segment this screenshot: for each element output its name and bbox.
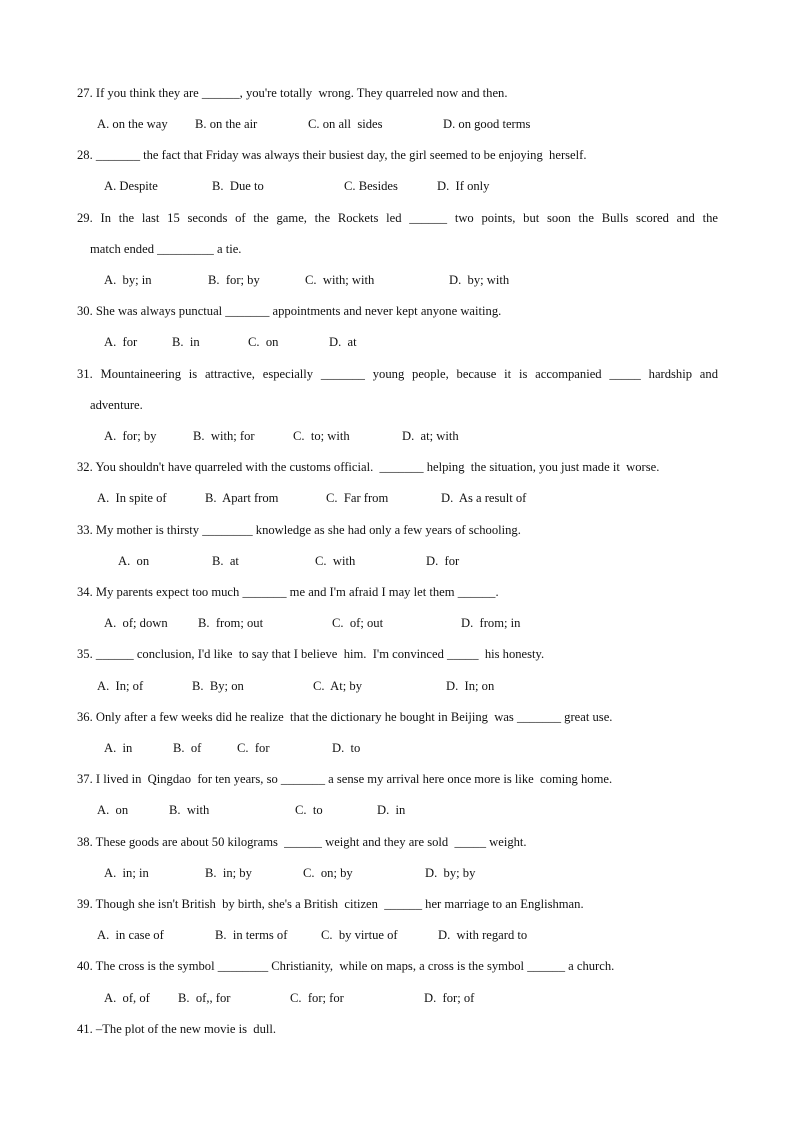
question-34: 34. My parents expect too much _______ me and I'm afraid I may let them ______.	[77, 585, 499, 599]
option-d: D. in	[377, 803, 406, 817]
option-c: C. of; out	[332, 616, 384, 630]
option-c: C. on	[248, 335, 279, 349]
question-37: 37. I lived in Qingdao for ten years, so _______ a sense my arrival here once more is like coming home.	[77, 772, 613, 786]
option-b: B. of	[173, 741, 202, 755]
option-c: C. At; by	[313, 679, 362, 693]
option-d: D. If only	[437, 179, 490, 193]
option-b: B. of,, for	[178, 991, 231, 1005]
option-a: A. In spite of	[97, 491, 167, 505]
option-d: D. on good terms	[443, 117, 531, 131]
question-36: 36. Only after a few weeks did he realize that the dictionary he bought in Beijing was _______ great use.	[77, 710, 613, 724]
question-41: 41. –The plot of the new movie is dull.	[77, 1022, 277, 1036]
option-d: D. with regard to	[438, 928, 528, 942]
option-d: D. by; by	[425, 866, 476, 880]
question-39: 39. Though she isn't British by birth, she's a British citizen ______ her marriage to an Englishman.	[77, 897, 584, 911]
option-b: B. in; by	[205, 866, 252, 880]
question-38: 38. These goods are about 50 kilograms ______ weight and they are sold _____ weight.	[77, 835, 527, 849]
question-29-continued: match ended _________ a tie.	[90, 242, 242, 256]
option-a: A. of, of	[104, 991, 150, 1005]
option-b: B. with; for	[193, 429, 255, 443]
option-b: B. from; out	[198, 616, 264, 630]
option-a: A. of; down	[104, 616, 168, 630]
option-d: D. at; with	[402, 429, 459, 443]
option-c: C. with	[315, 554, 356, 568]
question-28: 28. _______ the fact that Friday was always their busiest day, the girl seemed to be enjoying herself.	[77, 148, 587, 162]
option-b: B. at	[212, 554, 239, 568]
option-d: D. for; of	[424, 991, 475, 1005]
question-35: 35. ______ conclusion, I'd like to say that I believe him. I'm convinced _____ his honesty.	[77, 647, 545, 661]
option-c: C. to; with	[293, 429, 350, 443]
question-31-continued: adventure.	[90, 398, 143, 412]
option-a: A. for; by	[104, 429, 157, 443]
option-c: C. Besides	[344, 179, 398, 193]
option-d: D. at	[329, 335, 357, 349]
option-b: B. in	[172, 335, 200, 349]
option-d: D. to	[332, 741, 361, 755]
option-d: D. In; on	[446, 679, 495, 693]
option-c: C. Far from	[326, 491, 389, 505]
option-a: A. on	[118, 554, 150, 568]
option-d: D. As a result of	[441, 491, 527, 505]
option-a: A. for	[104, 335, 138, 349]
question-31: 31. Mountaineering is attractive, especially _______ young people, because it is accompanied _____ hardship and	[77, 367, 718, 381]
option-c: C. to	[295, 803, 323, 817]
option-d: D. by; with	[449, 273, 510, 287]
question-29: 29. In the last 15 seconds of the game, the Rockets led ______ two points, but soon the Bulls scored and the	[77, 211, 718, 225]
question-40: 40. The cross is the symbol ________ Christianity, while on maps, a cross is the symbol ______ a church.	[77, 959, 615, 973]
option-b: B. with	[169, 803, 210, 817]
option-b: B. By; on	[192, 679, 244, 693]
question-33: 33. My mother is thirsty ________ knowledge as she had only a few years of schooling.	[77, 523, 521, 537]
option-a: A. by; in	[104, 273, 152, 287]
option-c: C. on all sides	[308, 117, 383, 131]
option-a: A. in	[104, 741, 133, 755]
option-b: B. for; by	[208, 273, 260, 287]
question-27: 27. If you think they are ______, you're totally wrong. They quarreled now and then.	[77, 86, 508, 100]
option-b: B. Due to	[212, 179, 264, 193]
option-c: C. on; by	[303, 866, 353, 880]
option-c: C. for	[237, 741, 270, 755]
option-d: D. from; in	[461, 616, 521, 630]
option-a: A. on	[97, 803, 129, 817]
question-30: 30. She was always punctual _______ appointments and never kept anyone waiting.	[77, 304, 502, 318]
option-a: A. in case of	[97, 928, 164, 942]
option-a: A. Despite	[104, 179, 158, 193]
option-d: D. for	[426, 554, 460, 568]
option-b: B. Apart from	[205, 491, 279, 505]
option-c: C. by virtue of	[321, 928, 398, 942]
option-c: C. with; with	[305, 273, 375, 287]
option-a: A. In; of	[97, 679, 144, 693]
option-a: A. on the way	[97, 117, 168, 131]
question-32: 32. You shouldn't have quarreled with the customs official. _______ helping the situation, you just made it worse.	[77, 460, 660, 474]
option-b: B. on the air	[195, 117, 258, 131]
option-a: A. in; in	[104, 866, 149, 880]
option-b: B. in terms of	[215, 928, 288, 942]
option-c: C. for; for	[290, 991, 344, 1005]
